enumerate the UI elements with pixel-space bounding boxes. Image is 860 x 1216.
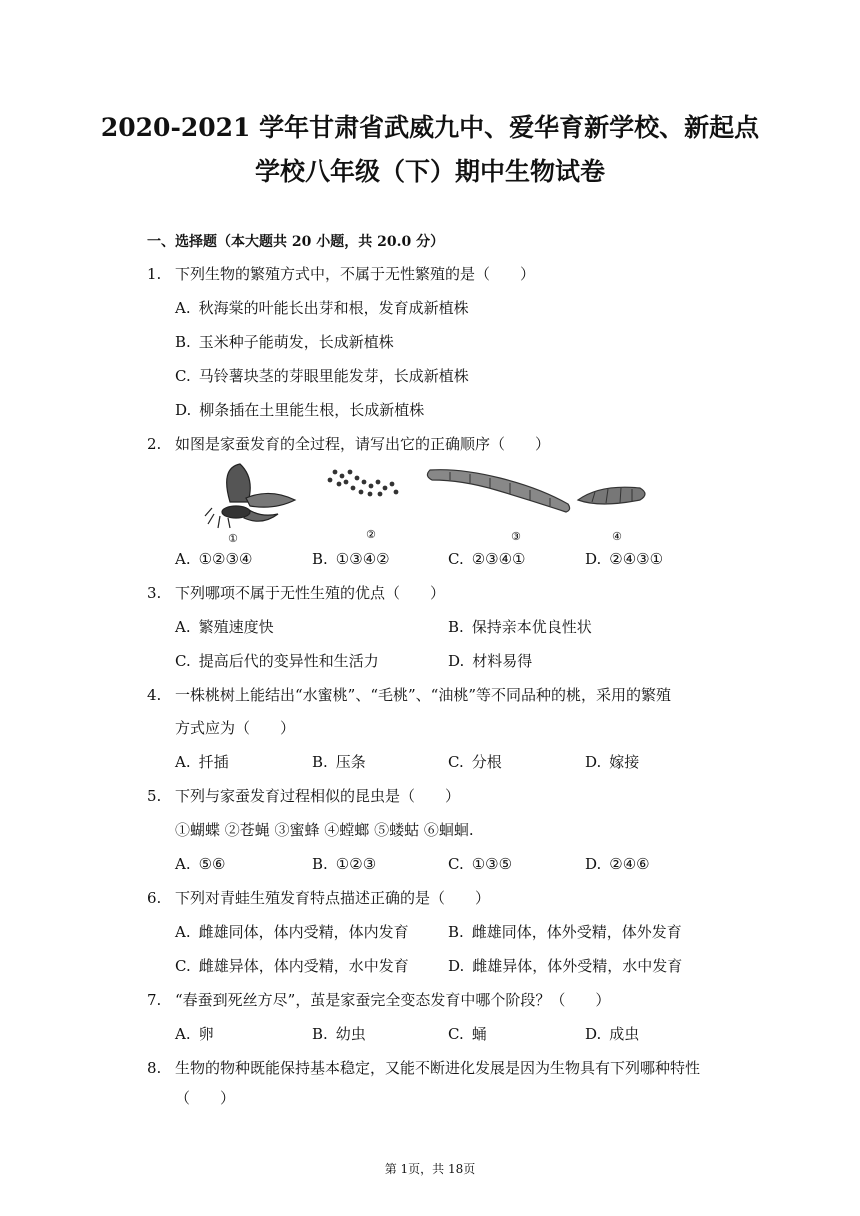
question-stem: 下列生物的繁殖方式中，不属于无性繁殖的是（ ）	[175, 265, 536, 283]
option-text: 卵	[198, 1025, 214, 1043]
moth-drawing	[205, 464, 295, 528]
option-label: B.	[448, 923, 464, 941]
option-label: B.	[312, 753, 328, 771]
question-number: 6.	[147, 889, 162, 907]
option-b	[312, 854, 376, 874]
option-d	[585, 1024, 639, 1044]
option-text: ①②③	[335, 855, 377, 873]
section-heading: 一、选择题（本大题共 20 小题，共 20.0 分）	[147, 234, 445, 250]
option-label: B.	[312, 855, 328, 873]
option-text: 嫁接	[609, 753, 640, 771]
option-label: C.	[175, 652, 191, 670]
question-stem: 一株桃树上能结出“水蜜桃”、“毛桃”、“油桃”等不同品种的桃，采用的繁殖	[175, 686, 672, 704]
option-b	[448, 922, 682, 942]
option-label: D.	[175, 401, 192, 419]
option-a	[175, 617, 274, 637]
figure-label-1: ①	[228, 532, 238, 545]
option-text: ⑤⑥	[198, 855, 226, 873]
option-c	[448, 1024, 487, 1044]
question-number: 2.	[147, 435, 162, 453]
question-number: 5.	[147, 787, 162, 805]
option-a	[175, 752, 229, 772]
option-a	[175, 1024, 214, 1044]
question-6	[147, 888, 490, 908]
question-3	[147, 583, 445, 603]
option-text: 雌雄同体，体外受精，体外发育	[471, 923, 682, 941]
question-stem: 生物的物种既能保持基本稳定，又能不断进化发展是因为生物具有下列哪种特性	[175, 1059, 701, 1077]
option-text: ②④③①	[609, 550, 664, 568]
option-text: ①②③④	[198, 550, 253, 568]
option-a	[175, 298, 469, 318]
option-label: B.	[448, 618, 464, 636]
option-label: C.	[448, 753, 464, 771]
option-label: A.	[175, 855, 191, 873]
silkworm-lifecycle-drawing	[200, 458, 670, 546]
option-text: 雌雄异体，体内受精，水中发育	[198, 957, 409, 975]
option-label: B.	[312, 1025, 328, 1043]
question-1	[147, 264, 535, 284]
option-text: 幼虫	[335, 1025, 366, 1043]
option-a	[175, 549, 252, 569]
question-stem: 下列对青蛙生殖发育特点描述正确的是（ ）	[175, 889, 491, 907]
option-text: ②③④①	[471, 550, 526, 568]
option-label: B.	[175, 333, 191, 351]
option-b	[312, 549, 390, 569]
option-label: C.	[175, 957, 191, 975]
option-label: D.	[585, 753, 602, 771]
option-text: 蛹	[471, 1025, 487, 1043]
option-label: A.	[175, 923, 191, 941]
option-a	[175, 854, 226, 874]
option-label: A.	[175, 299, 191, 317]
option-text: 扦插	[198, 753, 229, 771]
question-number: 8.	[147, 1059, 162, 1077]
option-text: 材料易得	[472, 652, 533, 670]
question-number: 4.	[147, 686, 162, 704]
option-d	[585, 854, 650, 874]
option-d	[175, 400, 424, 420]
question-stem: “春蚕到死丝方尽”，茧是家蚕完全变态发育中哪个阶段？（ ）	[175, 991, 611, 1009]
figure-label-3: ③	[511, 530, 521, 543]
option-label: C.	[448, 1025, 464, 1043]
option-d	[585, 549, 663, 569]
option-label: A.	[175, 1025, 191, 1043]
question-4	[147, 685, 671, 705]
option-b	[175, 332, 394, 352]
figure-label-2: ②	[366, 528, 376, 541]
pupa-drawing	[578, 487, 645, 504]
question-5	[147, 786, 460, 806]
option-d	[448, 651, 532, 671]
option-label: D.	[585, 550, 602, 568]
option-text: 雌雄同体，体内受精，体内发育	[198, 923, 409, 941]
option-text: 雌雄异体，体外受精，水中发育	[472, 957, 683, 975]
larva-drawing	[427, 470, 569, 512]
option-text: ②④⑥	[609, 855, 650, 873]
option-label: B.	[312, 550, 328, 568]
option-label: D.	[585, 1025, 602, 1043]
option-label: C.	[448, 550, 464, 568]
question-stem: 如图是家蚕发育的全过程，请写出它的正确顺序（ ）	[175, 435, 551, 453]
option-a	[175, 922, 409, 942]
option-text: ①③⑤	[471, 855, 513, 873]
question-2	[147, 434, 550, 454]
figure-label-4: ④	[612, 530, 622, 543]
option-c	[448, 854, 512, 874]
option-text: ①③④②	[335, 550, 390, 568]
option-c	[175, 366, 469, 386]
option-label: C.	[175, 367, 191, 385]
question-stem-continued: （ ）	[175, 1089, 236, 1107]
question-number: 1.	[147, 265, 162, 283]
question-stem-continued: ①蝴蝶 ②苍蝇 ③蜜蜂 ④螳螂 ⑤蝼蛄 ⑥蛔蛔.	[175, 821, 474, 839]
silkworm-lifecycle-figure	[200, 458, 670, 546]
option-b	[312, 752, 366, 772]
eggs-drawing	[328, 470, 399, 497]
option-label: D.	[448, 652, 465, 670]
option-text: 压条	[335, 753, 366, 771]
question-stem: 下列哪项不属于无性生殖的优点（ ）	[175, 584, 446, 602]
option-text: 秋海棠的叶能长出芽和根，发育成新植株	[198, 299, 469, 317]
option-c	[175, 651, 379, 671]
option-text: 提高后代的变异性和生活力	[198, 652, 379, 670]
option-c	[448, 752, 502, 772]
option-text: 柳条插在土里能生根，长成新植株	[199, 401, 425, 419]
option-b	[312, 1024, 366, 1044]
page-footer: 第 1页，共 18页	[384, 1162, 476, 1176]
option-d	[448, 956, 682, 976]
question-stem-continued: 方式应为（ ）	[175, 719, 296, 737]
option-text: 玉米种子能萌发，长成新植株	[198, 333, 394, 351]
question-number: 7.	[147, 991, 162, 1009]
option-text: 成虫	[609, 1025, 640, 1043]
title-line-1: 2020-2021 学年甘肃省武威九中、爱华育新学校、新起点	[100, 113, 760, 142]
option-label: A.	[175, 550, 191, 568]
question-8	[147, 1058, 700, 1078]
title-line-2: 学校八年级（下）期中生物试卷	[254, 157, 605, 186]
option-d	[585, 752, 639, 772]
option-text: 保持亲本优良性状	[471, 618, 592, 636]
question-stem: 下列与家蚕发育过程相似的昆虫是（ ）	[175, 787, 461, 805]
option-label: D.	[448, 957, 465, 975]
option-c	[448, 549, 526, 569]
option-label: A.	[175, 753, 191, 771]
option-text: 马铃薯块茎的芽眼里能发芽，长成新植株	[198, 367, 469, 385]
question-number: 3.	[147, 584, 162, 602]
option-text: 分根	[471, 753, 502, 771]
option-label: D.	[585, 855, 602, 873]
option-b	[448, 617, 592, 637]
option-label: A.	[175, 618, 191, 636]
question-7	[147, 990, 610, 1010]
option-label: C.	[448, 855, 464, 873]
option-text: 繁殖速度快	[198, 618, 274, 636]
option-c	[175, 956, 409, 976]
